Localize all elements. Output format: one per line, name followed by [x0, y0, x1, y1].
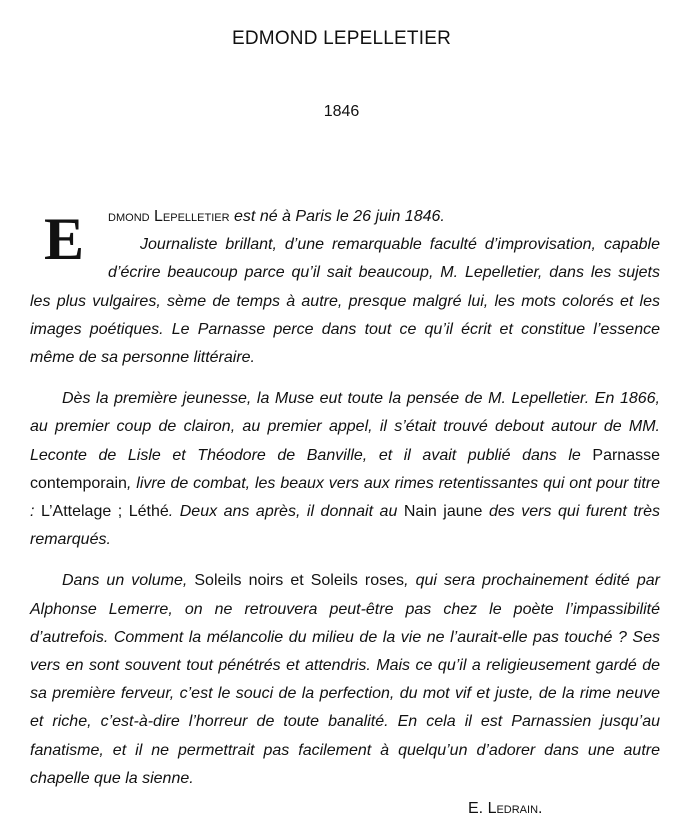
article-body: [30, 203, 660, 806]
paragraph-1: [30, 203, 660, 372]
birth-year: 1846: [323, 103, 360, 120]
paragraph-3: Dans un volume, Soleils noirs et Soleils roses, qui sera prochainement édité par Alphonse Lemerre, on ne retrouvera peut-être pas chez le poète l’impassibilité d’autrefois. Comment la mélancolie du milieu de la vie ne l’aurait-elle pas touché ? Ses vers en sont souvent tout pénétrés et attendris. Mais ce qu’il a religieusement gardé de sa première ferveur, c’est le souci de la perfection, du mot vif et juste, de la rime neuve et riche, c’est-à-dire l’horreur de toute banalité. En cela il est Parnassien jusqu’au fanatisme, et il ne permettrait pas facilement à quelqu’un d’adorer dans une autre chapelle que la sienne.: [30, 572, 660, 787]
page-title: EDMOND LEPELLETIER: [232, 28, 451, 49]
drop-cap: E: [44, 206, 85, 272]
work-title: L’Attelage: [40, 503, 112, 521]
work-title: Parnasse contemporain: [30, 446, 660, 492]
work-title: Soleils noirs et Soleils roses: [194, 572, 405, 590]
work-title: Léthé: [128, 503, 169, 521]
paragraph-1-body: Journaliste brillant, d’une remarquable faculté d’improvisation, capable d’écrire beaucoup parce qu’il sait beaucoup, M. Lepelletier, dans les sujets les plus vulgaires, sème de temps à autre, presque malgré lui, les mots colorés et les images poétiques. Le Parnasse perce dans tout ce qu’il écrit et constitue l’essence même de sa personne littéraire.: [30, 236, 660, 367]
intro-text: est né à Paris le 26 juin 1846.: [229, 208, 445, 225]
paragraph-2: Dès la première jeunesse, la Muse eut toute la pensée de M. Lepelletier. En 1866, au premier coup de clairon, au premier appel, il s’était trouvé debout autour de MM. Leconte de Lisle et Théodore de Banville, et il avait publié dans le Parnasse contemporain, livre de combat, les beaux vers aux rimes retentissantes qui ont pour titre : L’Attelage ; Léthé. Deux ans après, il donnait au Nain jaune des vers qui furent très remarqués.: [30, 390, 661, 549]
signature: E. Ledrain.: [468, 800, 543, 817]
author-name: dmond Lepelletier: [108, 208, 230, 225]
work-title: Nain jaune: [403, 503, 483, 521]
